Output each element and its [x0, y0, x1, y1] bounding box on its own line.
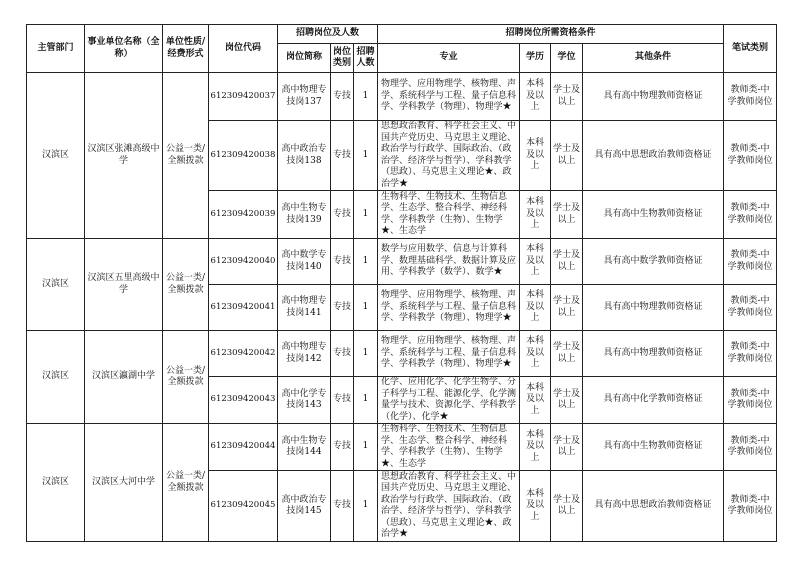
table-row	[27, 239, 777, 285]
post-type-cell: 专技	[331, 239, 354, 285]
other-cell: 具有高中物理教师资格证	[583, 331, 724, 377]
header-code: 岗位代码	[209, 25, 278, 73]
post-type-cell: 专技	[331, 191, 354, 239]
post-count-cell: 1	[354, 239, 378, 285]
other-cell: 具有高中化学教师资格证	[583, 377, 724, 424]
degree-cell: 学士及以上	[551, 471, 583, 542]
exam-cell: 教师类-中学教师岗位	[724, 377, 777, 424]
post-count-cell: 1	[354, 471, 378, 542]
header-requirements-group: 招聘岗位所需资格条件	[378, 25, 724, 44]
code-cell: 612309420044	[209, 424, 278, 471]
education-cell: 本科及以上	[520, 121, 551, 191]
post-name-cell: 高中物理专技岗141	[278, 285, 331, 331]
post-count-cell: 1	[354, 121, 378, 191]
header-education: 学历	[520, 44, 551, 73]
post-name-cell: 高中物理专技岗142	[278, 331, 331, 377]
code-cell: 612309420037	[209, 73, 278, 121]
degree-cell: 学士及以上	[551, 239, 583, 285]
education-cell: 本科及以上	[520, 191, 551, 239]
code-cell: 612309420039	[209, 191, 278, 239]
dept-cell: 汉滨区	[27, 424, 85, 542]
post-type-cell: 专技	[331, 121, 354, 191]
code-cell: 612309420045	[209, 471, 278, 542]
other-cell: 具有高中思想政治教师资格证	[583, 471, 724, 542]
exam-cell: 教师类-中学教师岗位	[724, 239, 777, 285]
code-cell: 612309420043	[209, 377, 278, 424]
header-exam: 笔试类别	[724, 25, 777, 73]
unit-cell: 汉滨区张滩高级中学	[85, 73, 163, 239]
exam-cell: 教师类-中学教师岗位	[724, 331, 777, 377]
header-post-name: 岗位简称	[278, 44, 331, 73]
post-count-cell: 1	[354, 377, 378, 424]
post-name-cell: 高中化学专技岗143	[278, 377, 331, 424]
post-type-cell: 专技	[331, 73, 354, 121]
dept-cell: 汉滨区	[27, 331, 85, 424]
unit-cell: 汉滨区五里高级中学	[85, 239, 163, 331]
degree-cell: 学士及以上	[551, 377, 583, 424]
post-count-cell: 1	[354, 424, 378, 471]
degree-cell: 学士及以上	[551, 424, 583, 471]
post-count-cell: 1	[354, 73, 378, 121]
post-name-cell: 高中政治专技岗145	[278, 471, 331, 542]
code-cell: 612309420041	[209, 285, 278, 331]
unit-cell: 汉滨区瀛湖中学	[85, 331, 163, 424]
nature-cell: 公益一类/全额拨款	[163, 331, 209, 424]
exam-cell: 教师类-中学教师岗位	[724, 191, 777, 239]
header-major: 专业	[378, 44, 520, 73]
header-other: 其他条件	[583, 44, 724, 73]
nature-cell: 公益一类/全额拨款	[163, 73, 209, 239]
exam-cell: 教师类-中学教师岗位	[724, 121, 777, 191]
major-cell: 化学、应用化学、化学生物学、分子科学与工程、能源化学、化学测量学与技术、资源化学、学科教学（化学）、化学★	[378, 377, 520, 424]
other-cell: 具有高中生物教师资格证	[583, 424, 724, 471]
major-cell: 思想政治教育、科学社会主义、中国共产党历史、马克思主义理论、政治学与行政学、国际政治、（政治学、经济学与哲学）、学科教学（思政）、马克思主义理论★、政治学★	[378, 121, 520, 191]
dept-cell: 汉滨区	[27, 73, 85, 239]
table-row	[27, 73, 777, 121]
degree-cell: 学士及以上	[551, 121, 583, 191]
major-cell: 物理学、应用物理学、核物理、声学、系统科学与工程、量子信息科学、学科教学（物理）、物理学★	[378, 285, 520, 331]
table-row	[27, 424, 777, 471]
header-positions-group: 招聘岗位及人数	[278, 25, 378, 44]
unit-cell: 汉滨区大河中学	[85, 424, 163, 542]
dept-cell: 汉滨区	[27, 239, 85, 331]
degree-cell: 学士及以上	[551, 331, 583, 377]
degree-cell: 学士及以上	[551, 191, 583, 239]
major-cell: 思想政治教育、科学社会主义、中国共产党历史、马克思主义理论、政治学与行政学、国际政治、（政治学、经济学与哲学）、学科教学（思政）、马克思主义理论★、政治学★	[378, 471, 520, 542]
other-cell: 具有高中生物教师资格证	[583, 191, 724, 239]
major-cell: 生物科学、生物技术、生物信息学、生态学、整合科学、神经科学、学科教学（生物）、生物学★、生态学	[378, 424, 520, 471]
post-name-cell: 高中生物专技岗139	[278, 191, 331, 239]
header-degree: 学位	[551, 44, 583, 73]
exam-cell: 教师类-中学教师岗位	[724, 73, 777, 121]
header-post-type: 岗位类别	[331, 44, 354, 73]
degree-cell: 学士及以上	[551, 285, 583, 331]
post-name-cell: 高中数学专技岗140	[278, 239, 331, 285]
header-nature: 单位性质/经费形式	[163, 25, 209, 73]
code-cell: 612309420038	[209, 121, 278, 191]
nature-cell: 公益一类/全额拨款	[163, 239, 209, 331]
post-type-cell: 专技	[331, 331, 354, 377]
post-type-cell: 专技	[331, 424, 354, 471]
exam-cell: 教师类-中学教师岗位	[724, 471, 777, 542]
header-post-count: 招聘人数	[354, 44, 378, 73]
post-count-cell: 1	[354, 191, 378, 239]
table-row	[27, 331, 777, 377]
post-name-cell: 高中生物专技岗144	[278, 424, 331, 471]
major-cell: 物理学、应用物理学、核物理、声学、系统科学与工程、量子信息科学、学科教学（物理）、物理学★	[378, 331, 520, 377]
education-cell: 本科及以上	[520, 471, 551, 542]
education-cell: 本科及以上	[520, 239, 551, 285]
degree-cell: 学士及以上	[551, 73, 583, 121]
other-cell: 具有高中物理教师资格证	[583, 73, 724, 121]
major-cell: 物理学、应用物理学、核物理、声学、系统科学与工程、量子信息科学、学科教学（物理）、物理学★	[378, 73, 520, 121]
education-cell: 本科及以上	[520, 285, 551, 331]
post-type-cell: 专技	[331, 471, 354, 542]
other-cell: 具有高中数学教师资格证	[583, 239, 724, 285]
major-cell: 数学与应用数学、信息与计算科学、数理基础科学、数据计算及应用、学科教学（数学）、数学★	[378, 239, 520, 285]
post-type-cell: 专技	[331, 377, 354, 424]
post-count-cell: 1	[354, 285, 378, 331]
code-cell: 612309420040	[209, 239, 278, 285]
post-name-cell: 高中政治专技岗138	[278, 121, 331, 191]
nature-cell: 公益一类/全额拨款	[163, 424, 209, 542]
other-cell: 具有高中思想政治教师资格证	[583, 121, 724, 191]
education-cell: 本科及以上	[520, 331, 551, 377]
recruitment-table	[26, 24, 777, 542]
major-cell: 生物科学、生物技术、生物信息学、生态学、整合科学、神经科学、学科教学（生物）、生物学★、生态学	[378, 191, 520, 239]
post-name-cell: 高中物理专技岗137	[278, 73, 331, 121]
exam-cell: 教师类-中学教师岗位	[724, 424, 777, 471]
code-cell: 612309420042	[209, 331, 278, 377]
header-dept: 主管部门	[27, 25, 85, 73]
education-cell: 本科及以上	[520, 73, 551, 121]
post-type-cell: 专技	[331, 285, 354, 331]
education-cell: 本科及以上	[520, 424, 551, 471]
education-cell: 本科及以上	[520, 377, 551, 424]
exam-cell: 教师类-中学教师岗位	[724, 285, 777, 331]
other-cell: 具有高中物理教师资格证	[583, 285, 724, 331]
header-unit: 事业单位名称（全称）	[85, 25, 163, 73]
post-count-cell: 1	[354, 331, 378, 377]
